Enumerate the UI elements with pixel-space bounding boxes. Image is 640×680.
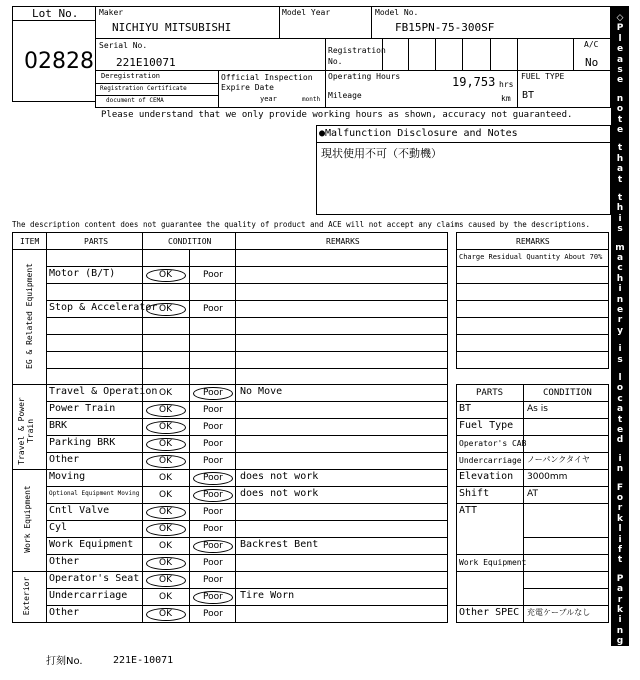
sidebar-char: o — [616, 383, 624, 394]
operating-hours-label: Operating Hours — [328, 72, 401, 81]
sidebar-char: F — [616, 482, 624, 493]
fuel-type-value: BT — [522, 90, 535, 101]
parts-spec-label: Undercarriage — [459, 456, 522, 465]
maker-value: NICHIYU MITSUBISHI — [112, 21, 232, 34]
malfunction-text: 現状使用不可（不動機） — [321, 147, 442, 160]
sidebar-char: n — [616, 93, 624, 104]
parts-spec-label: Work Equipment — [459, 558, 527, 567]
parts-spec-label: BT — [459, 403, 472, 414]
ok-option[interactable]: OK — [159, 541, 172, 551]
selection-circle — [146, 303, 186, 316]
ok-option[interactable]: OK — [159, 575, 172, 585]
remark-text: does not work — [240, 488, 319, 499]
parts-spec-value: As is — [527, 404, 548, 414]
part-label: Other — [49, 556, 80, 567]
poor-option[interactable]: Poor — [203, 388, 223, 398]
part-label: Work Equipment — [49, 539, 134, 550]
ok-option[interactable]: OK — [159, 507, 172, 517]
model-year-label: Model Year — [282, 8, 331, 17]
maker-label: Maker — [99, 8, 124, 17]
parts-spec-label: Other SPEC — [459, 607, 520, 618]
part-label: Stop & Accelerator — [49, 302, 158, 313]
right-remarks-header: REMARKS — [516, 237, 550, 246]
selection-circle — [193, 591, 233, 604]
part-label: Power Train — [49, 403, 116, 414]
registration-label: Registration No. — [328, 46, 386, 66]
sidebar-char: s — [617, 354, 623, 365]
ac-value: No — [585, 56, 599, 69]
group-work-equipment: Work Equipment — [23, 485, 32, 553]
ok-option[interactable]: OK — [159, 304, 172, 314]
condition-header: CONDITION — [543, 388, 592, 398]
sidebar-char: i — [618, 344, 622, 355]
malfunction-title: ●Malfunction Disclosure and Notes — [319, 128, 518, 139]
selection-circle — [146, 557, 186, 570]
sidebar-char: f — [618, 545, 622, 555]
selection-circle — [193, 472, 233, 485]
sidebar-char: o — [616, 104, 624, 115]
remark-text: Backrest Bent — [240, 539, 319, 550]
group-eg-related: EG & Related Equipment — [25, 263, 34, 369]
group-exterior: Exterior — [22, 576, 31, 616]
remark-text: does not work — [240, 471, 319, 482]
sidebar-char: n — [616, 294, 624, 305]
sidebar-char: n — [616, 464, 624, 475]
sidebar-char: h — [616, 203, 624, 214]
poor-option[interactable]: Poor — [203, 575, 223, 585]
sidebar-char: i — [618, 284, 622, 295]
sidebar-char: P — [616, 23, 624, 34]
poor-option[interactable]: Poor — [203, 541, 223, 551]
remark-text: Tire Worn — [240, 590, 295, 601]
sidebar-char: y — [617, 325, 623, 336]
sidebar-char: a — [616, 164, 624, 175]
disclaimer: The description content does not guarantee the quality of product and ACE will not accept any claims caused by the descriptions. — [12, 220, 590, 229]
poor-option[interactable]: Poor — [203, 422, 223, 432]
poor-option[interactable]: Poor — [203, 524, 223, 534]
selection-circle — [193, 387, 233, 400]
sidebar-char: a — [616, 253, 624, 263]
header-remarks: REMARKS — [326, 237, 360, 246]
ok-option[interactable]: OK — [159, 490, 172, 500]
header-item: ITEM — [20, 237, 40, 246]
sidebar-char: s — [617, 65, 623, 75]
sidebar-char: a — [616, 54, 624, 65]
sidebar-char: r — [617, 315, 623, 326]
selection-circle — [193, 489, 233, 502]
part-label: BRK — [49, 420, 68, 431]
sidebar-char: t — [617, 143, 623, 154]
part-label: Optional Equipment Moving — [49, 490, 140, 497]
operating-hours-value: 19,753 — [452, 75, 496, 89]
mileage-label: Mileage — [328, 91, 362, 100]
ok-option[interactable]: OK — [159, 439, 172, 449]
part-label: Moving — [49, 471, 86, 482]
sidebar-char: i — [618, 615, 622, 626]
cema-label: document of CEMA — [106, 97, 164, 104]
sidebar-char: t — [617, 174, 623, 185]
sidebar-char: l — [618, 524, 622, 535]
sidebar-char: n — [616, 625, 624, 636]
part-label: Other — [49, 607, 80, 618]
part-label: Operator's Seat — [49, 573, 140, 584]
ok-option[interactable]: OK — [159, 558, 172, 568]
lot-label: Lot No. — [32, 7, 79, 20]
inspection-label: Official Inspection Expire Date — [221, 73, 313, 92]
notice-sidebar — [611, 6, 629, 657]
part-label: Motor (B/T) — [49, 268, 116, 279]
sidebar-char: t — [617, 555, 623, 566]
ok-option[interactable]: OK — [159, 524, 172, 534]
ok-option[interactable]: OK — [159, 388, 172, 398]
parts-spec-label: Elevation — [459, 471, 514, 482]
part-label: Undercarriage — [49, 590, 128, 601]
selection-circle — [146, 269, 186, 282]
ok-option[interactable]: OK — [159, 592, 172, 602]
part-label: Cntl Valve — [49, 505, 110, 516]
header-parts: PARTS — [84, 237, 109, 246]
group-travel-power-label: Travel & Power Train — [17, 397, 35, 465]
sidebar-char: o — [616, 493, 624, 503]
sidebar-char: r — [617, 594, 623, 605]
sidebar-char: h — [616, 153, 624, 164]
sidebar-char: e — [616, 75, 624, 86]
fuel-type-label: FUEL TYPE — [521, 72, 565, 81]
serial-value: 221E10071 — [116, 56, 176, 69]
sidebar-char: m — [615, 242, 625, 253]
poor-option[interactable]: Poor — [203, 490, 223, 500]
poor-option[interactable]: Poor — [203, 609, 223, 619]
sidebar-char: ◇ — [616, 646, 624, 657]
group-travel-power — [17, 391, 35, 471]
sidebar-char: c — [617, 393, 623, 404]
sidebar-char: c — [617, 263, 623, 274]
poor-option[interactable]: Poor — [203, 558, 223, 568]
poor-option[interactable]: Poor — [203, 592, 223, 602]
sidebar-char: t — [617, 414, 623, 425]
poor-option[interactable]: Poor — [203, 473, 223, 483]
selection-circle — [193, 540, 233, 553]
sidebar-char: t — [617, 193, 623, 203]
sidebar-char: k — [617, 605, 623, 615]
ok-option[interactable]: OK — [159, 270, 172, 280]
parts-spec-value: AT — [527, 489, 538, 499]
poor-option[interactable]: Poor — [203, 405, 223, 415]
sidebar-char: r — [617, 503, 623, 514]
hours-notice: Please understand that we only provide working hours as shown, accuracy not guaranteed. — [101, 110, 573, 120]
parts-spec-label: Fuel Type — [459, 420, 514, 431]
sidebar-char: h — [616, 273, 624, 284]
poor-option[interactable]: Poor — [203, 270, 223, 280]
sidebar-char: s — [617, 224, 623, 235]
sidebar-char: i — [618, 213, 622, 224]
serial-label: Serial No. — [99, 41, 148, 50]
poor-option[interactable]: Poor — [203, 439, 223, 449]
selection-circle — [146, 608, 186, 621]
registration-certificate-label: Registration Certificate — [100, 85, 187, 92]
parts-header: PARTS — [476, 388, 504, 398]
poor-option[interactable]: Poor — [203, 456, 223, 466]
sidebar-char: e — [616, 44, 624, 55]
sidebar-char: a — [616, 404, 624, 415]
sidebar-char: t — [617, 114, 623, 125]
ok-option[interactable]: OK — [159, 473, 172, 483]
selection-circle — [146, 506, 186, 519]
part-label: Travel & Operation — [49, 386, 158, 397]
sidebar-char: a — [616, 584, 624, 595]
selection-circle — [146, 574, 186, 587]
parts-spec-value: 3000mm — [527, 472, 568, 482]
poor-option[interactable]: Poor — [203, 304, 223, 314]
sidebar-char: i — [618, 534, 622, 545]
part-label: Other — [49, 454, 80, 465]
ok-option[interactable]: OK — [159, 456, 172, 466]
selection-circle — [146, 438, 186, 451]
month-label: month — [302, 96, 321, 103]
lot-number: 02828 — [24, 49, 94, 74]
ok-option[interactable]: OK — [159, 422, 172, 432]
selection-circle — [146, 455, 186, 468]
hrs-unit: hrs — [499, 80, 514, 89]
sidebar-char: l — [618, 373, 622, 383]
sidebar-char: e — [616, 305, 624, 315]
selection-circle — [146, 523, 186, 536]
parts-spec-value: 充電ケーブルなし — [527, 608, 591, 617]
parts-spec-label: ATT — [459, 505, 478, 516]
part-label: Parking BRK — [49, 437, 116, 448]
ok-option[interactable]: OK — [159, 609, 172, 619]
parts-spec-label: Operator's CAB — [459, 439, 527, 448]
right-remarks-note: Charge Residual Quantity About 70% — [459, 253, 603, 261]
selection-circle — [146, 404, 186, 417]
model-no-label: Model No. — [375, 8, 419, 17]
ac-label: A/C — [584, 40, 599, 49]
sidebar-char: P — [616, 573, 624, 584]
parts-spec-value: ノーパンクタイヤ — [527, 455, 590, 464]
year-label: year — [260, 95, 277, 103]
header-condition: CONDITION — [168, 237, 212, 246]
deregistration-label: Deregistration — [101, 72, 161, 80]
parts-spec-label: Shift — [459, 488, 490, 499]
sidebar-char: g — [616, 636, 624, 647]
sidebar-char: e — [616, 125, 624, 135]
sidebar-char: e — [616, 425, 624, 435]
sidebar-char: k — [617, 513, 623, 524]
stamp-number: 221E-10071 — [113, 655, 174, 666]
remark-text: No Move — [240, 386, 283, 397]
sidebar-char: d — [616, 435, 624, 446]
km-unit: km — [501, 94, 511, 103]
sidebar-char: i — [618, 453, 622, 464]
poor-option[interactable]: Poor — [203, 507, 223, 517]
stamp-label: 打刻No. — [46, 656, 83, 667]
part-label: Cyl — [49, 522, 68, 533]
selection-circle — [146, 421, 186, 434]
sidebar-char: l — [618, 33, 622, 44]
model-no-value: FB15PN-75-300SF — [395, 21, 495, 34]
sidebar-char: ◇ — [616, 13, 624, 23]
ok-option[interactable]: OK — [159, 405, 172, 415]
